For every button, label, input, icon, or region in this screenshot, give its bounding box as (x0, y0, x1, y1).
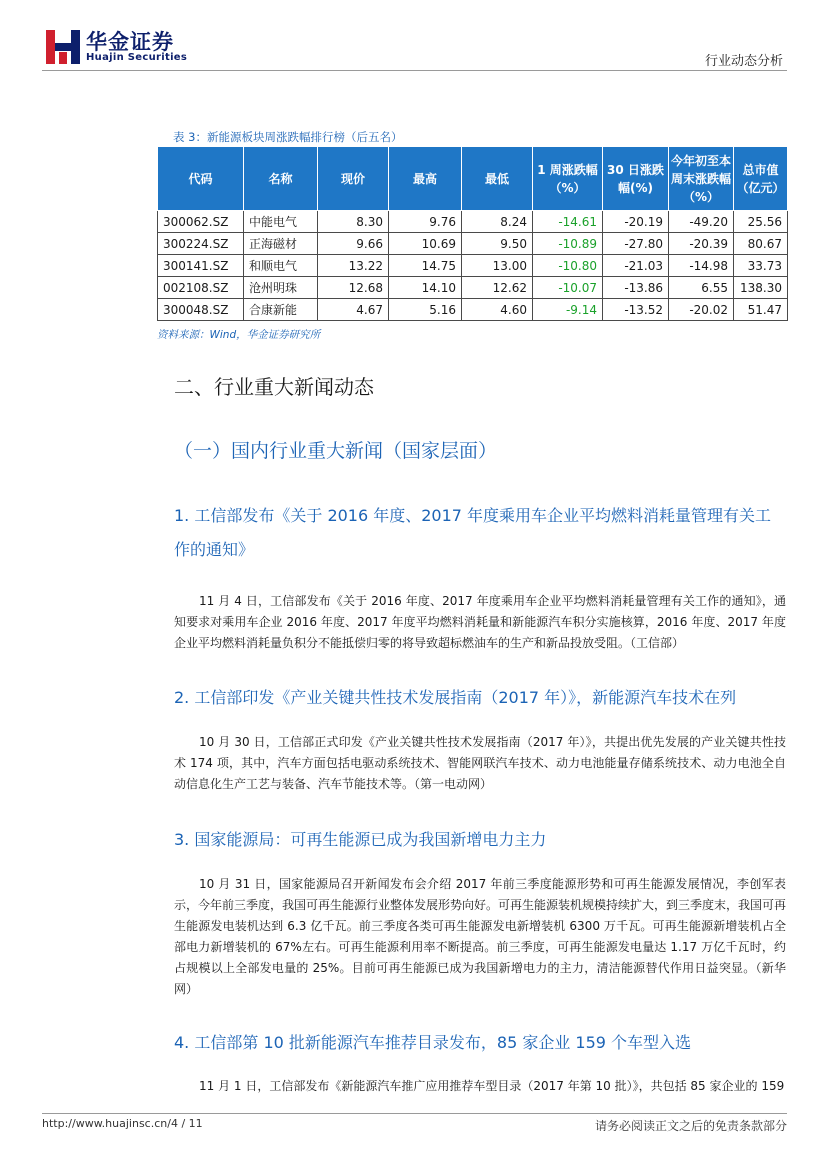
report-type-label: 行业动态分析 (704, 54, 783, 69)
cell-market-cap: 51.47 (734, 299, 788, 321)
news-body-1: 11 月 4 日，工信部发布《关于 2016 年度、2017 年度乘用车企业平均燃料消耗量管理有关工作的通知》，通知要求对乘用车企业 2016 年度、2017 年度平均燃料消耗量和新能源汽车积分实施核算，2016 年度、2017 年度企业平均燃料消耗量负积分不能抵偿归零的将导致超标燃油车的生产和新品投放受阻。（工信部） (174, 594, 786, 650)
column-header: 30 日涨跌幅(%) (603, 147, 669, 211)
logo-text-cn: 华金证券 (86, 30, 174, 54)
news-title-2: 2. 工信部印发《产业关键共性技术发展指南（2017 年）》，新能源汽车技术在列 (174, 688, 737, 707)
table-caption: 表 3：新能源板块周涨跌幅排行榜（后五名） (173, 130, 403, 144)
news-body-4: 11 月 1 日，工信部发布《新能源汽车推广应用推荐车型目录（2017 年第 10 批）》，共包括 85 家企业的 159 (199, 1079, 785, 1093)
cell-code: 002108.SZ (158, 277, 244, 299)
cell-ytd-change: 6.55 (669, 277, 734, 299)
cell-ytd-change: -20.39 (669, 233, 734, 255)
cell-high: 10.69 (389, 233, 462, 255)
cell-30d-change: -21.03 (603, 255, 669, 277)
cell-market-cap: 33.73 (734, 255, 788, 277)
cell-high: 14.10 (389, 277, 462, 299)
cell-price: 12.68 (318, 277, 389, 299)
table-row (158, 299, 788, 321)
cell-name: 沧州明珠 (244, 277, 318, 299)
page-header (42, 26, 787, 68)
cell-market-cap: 138.30 (734, 277, 788, 299)
cell-high: 14.75 (389, 255, 462, 277)
column-header: 1 周涨跌幅（%） (533, 147, 603, 211)
news-title-4: 4. 工信部第 10 批新能源汽车推荐目录发布，85 家企业 159 个车型入选 (174, 1033, 692, 1052)
table-header-row (158, 147, 788, 211)
table-source-note: 资料来源：Wind，华金证券研究所 (157, 329, 321, 341)
column-header: 最低 (462, 147, 533, 211)
table-row (158, 233, 788, 255)
news-title-1: 1. 工信部发布《关于 2016 年度、2017 年度乘用车企业平均燃料消耗量管理有关工作的通知》 (174, 506, 772, 559)
ranking-table (157, 146, 788, 321)
table-row (158, 277, 788, 299)
footer-url-page[interactable]: http://www.huajinsc.cn/4 / 11 (42, 1117, 203, 1130)
huajin-logo-icon (46, 30, 80, 64)
cell-30d-change: -13.52 (603, 299, 669, 321)
cell-name: 和顺电气 (244, 255, 318, 277)
footer-disclaimer: 请务必阅读正文之后的免责条款部分 (594, 1119, 787, 1133)
column-header: 代码 (158, 147, 244, 211)
section-heading: 二、行业重大新闻动态 (174, 375, 374, 399)
cell-30d-change: -27.80 (603, 233, 669, 255)
table-row (158, 211, 788, 233)
cell-low: 12.62 (462, 277, 533, 299)
header-divider (42, 70, 787, 71)
cell-ytd-change: -20.02 (669, 299, 734, 321)
cell-week-change: -10.80 (533, 255, 603, 277)
cell-price: 13.22 (318, 255, 389, 277)
cell-low: 4.60 (462, 299, 533, 321)
cell-name: 中能电气 (244, 211, 318, 233)
cell-high: 5.16 (389, 299, 462, 321)
cell-week-change: -14.61 (533, 211, 603, 233)
cell-week-change: -9.14 (533, 299, 603, 321)
cell-name: 正海磁材 (244, 233, 318, 255)
column-header: 总市值（亿元） (734, 147, 788, 211)
subsection-heading: （一）国内行业重大新闻（国家层面） (174, 440, 498, 462)
cell-price: 8.30 (318, 211, 389, 233)
news-body-2: 10 月 30 日，工信部正式印发《产业关键共性技术发展指南（2017 年）》，共提出优先发展的产业关键共性技术 174 项，其中，汽车方面包括电驱动系统技术、智能网联汽车技术、动力电池能量存储系统技术、动力电池全自动信息化生产工艺与装备、汽车节能技术等。（第一电动网） (174, 735, 786, 791)
cell-code: 300141.SZ (158, 255, 244, 277)
cell-market-cap: 25.56 (734, 211, 788, 233)
cell-high: 9.76 (389, 211, 462, 233)
news-body-3: 10 月 31 日，国家能源局召开新闻发布会介绍 2017 年前三季度能源形势和可再生能源发展情况，李创军表示，今年前三季度，我国可再生能源行业整体发展形势向好。可再生能源装机规模持续扩大，到三季度末，我国可再生能源发电装机达到 6.3 亿千瓦。前三季度各类可再生能源发电新增装机 6300 万千瓦。可再生能源新增装机占全部电力新增装机的 67%左右。可再生能源利用率不断提高。前三季度，可再生能源发电量达 1.17 万亿千瓦时，约占规模以上全部发电量的 25%。目前可再生能源已成为我国新增电力的主力，清洁能源替代作用日益突显。（新华网） (174, 877, 787, 996)
cell-code: 300062.SZ (158, 211, 244, 233)
cell-ytd-change: -14.98 (669, 255, 734, 277)
footer-divider (42, 1113, 787, 1114)
column-header: 名称 (244, 147, 318, 211)
cell-low: 13.00 (462, 255, 533, 277)
cell-low: 9.50 (462, 233, 533, 255)
cell-market-cap: 80.67 (734, 233, 788, 255)
column-header: 最高 (389, 147, 462, 211)
cell-code: 300048.SZ (158, 299, 244, 321)
column-header: 今年初至本周末涨跌幅（%） (669, 147, 734, 211)
cell-price: 4.67 (318, 299, 389, 321)
cell-low: 8.24 (462, 211, 533, 233)
news-title-3: 3. 国家能源局：可再生能源已成为我国新增电力主力 (174, 830, 547, 849)
logo-text-en: Huajin Securities (86, 52, 188, 63)
cell-week-change: -10.07 (533, 277, 603, 299)
table-row (158, 255, 788, 277)
cell-code: 300224.SZ (158, 233, 244, 255)
cell-price: 9.66 (318, 233, 389, 255)
cell-name: 合康新能 (244, 299, 318, 321)
cell-30d-change: -13.86 (603, 277, 669, 299)
column-header: 现价 (318, 147, 389, 211)
cell-week-change: -10.89 (533, 233, 603, 255)
cell-ytd-change: -49.20 (669, 211, 734, 233)
cell-30d-change: -20.19 (603, 211, 669, 233)
